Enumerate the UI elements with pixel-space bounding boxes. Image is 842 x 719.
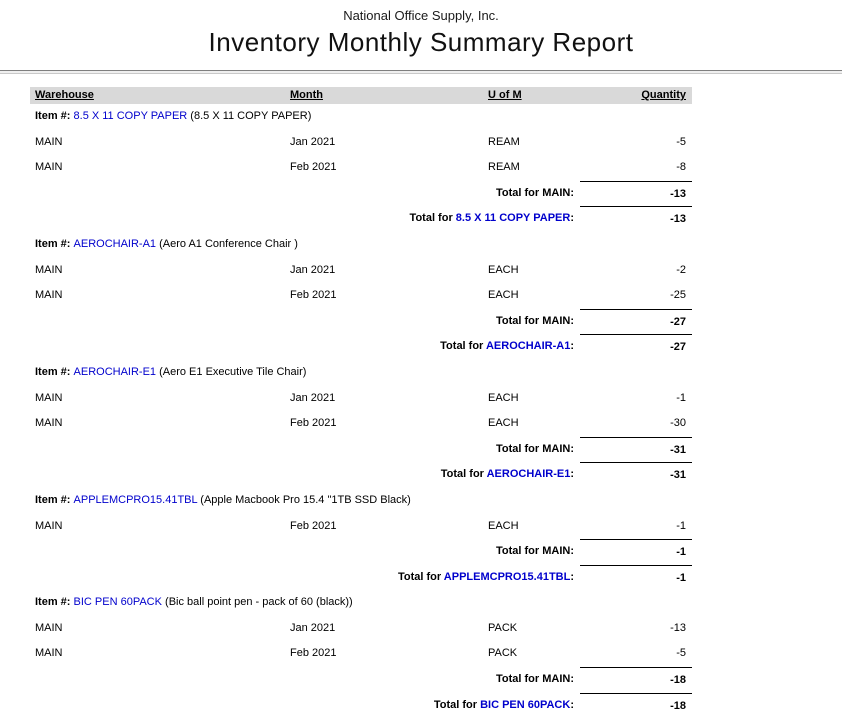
cell-warehouse: MAIN: [35, 621, 63, 634]
warehouse-total-label: Total for MAIN:: [495, 186, 574, 199]
warehouse-total-quantity: -31: [580, 437, 692, 464]
item-number-label: Item #:: [35, 596, 74, 609]
item-code-link[interactable]: AEROCHAIR-E1: [73, 365, 157, 378]
cell-month: Jan 2021: [290, 263, 336, 276]
cell-warehouse: MAIN: [35, 135, 63, 148]
col-header-uom: U of M: [488, 89, 522, 101]
cell-quantity: -1: [676, 519, 686, 532]
item-total-row: [30, 565, 692, 591]
cell-month: Feb 2021: [290, 417, 337, 430]
item-total-code-link[interactable]: APPLEMCPRO15.41TBL: [443, 570, 571, 583]
cell-uom: REAM: [488, 135, 520, 148]
table-row: [30, 130, 692, 156]
item-total-colon: :: [570, 340, 574, 353]
warehouse-total-label: Total for MAIN:: [495, 673, 574, 686]
warehouse-total-quantity: -18: [580, 667, 692, 694]
warehouse-total-quantity: -27: [580, 309, 692, 336]
item-total-quantity: -18: [580, 693, 692, 719]
cell-uom: EACH: [488, 519, 519, 532]
warehouse-total-row: [30, 539, 692, 565]
cell-quantity: -25: [670, 289, 686, 302]
cell-month: Feb 2021: [290, 519, 337, 532]
item-total-quantity: -1: [580, 565, 692, 592]
item-total-prefix: Total for: [409, 212, 456, 225]
item-description: (Bic ball point pen - pack of 60 (black)): [161, 596, 353, 609]
item-description: (8.5 X 11 COPY PAPER): [187, 110, 312, 122]
table-header-row: [30, 87, 692, 104]
cell-warehouse: MAIN: [35, 289, 63, 302]
cell-uom: PACK: [488, 621, 518, 634]
cell-warehouse: MAIN: [35, 647, 63, 660]
cell-month: Feb 2021: [290, 289, 337, 302]
item-total-colon: :: [570, 570, 574, 583]
cell-uom: PACK: [488, 647, 518, 660]
item-description: (Aero E1 Executive Tile Chair): [156, 365, 307, 378]
col-header-month: Month: [290, 89, 323, 101]
report-table: [30, 87, 692, 718]
table-row: [30, 616, 692, 642]
cell-uom: REAM: [488, 161, 520, 174]
item-group: [30, 590, 692, 718]
item-total-code-link[interactable]: BIC PEN 60PACK: [480, 698, 571, 711]
cell-uom: EACH: [488, 391, 519, 404]
item-header-cell: [30, 360, 692, 386]
table-row: [30, 411, 692, 437]
item-code-link[interactable]: 8.5 X 11 COPY PAPER: [73, 110, 188, 122]
cell-warehouse: MAIN: [35, 519, 63, 532]
col-header-quantity: Quantity: [641, 89, 686, 101]
item-number-label: Item #:: [35, 493, 74, 506]
item-header-cell: [30, 104, 692, 130]
item-number-label: Item #:: [35, 110, 74, 122]
item-total-label: [30, 693, 580, 719]
item-total-prefix: Total for: [397, 570, 444, 583]
cell-month: Feb 2021: [290, 647, 337, 660]
report-body: [30, 104, 692, 718]
cell-uom: EACH: [488, 289, 519, 302]
item-header-row: [30, 232, 692, 258]
cell-month: Jan 2021: [290, 621, 336, 634]
item-total-prefix: Total for: [440, 468, 487, 481]
report-title: Inventory Monthly Summary Report: [208, 27, 634, 57]
item-code-link[interactable]: BIC PEN 60PACK: [73, 596, 162, 609]
col-header-warehouse: Warehouse: [35, 89, 94, 101]
item-group: [30, 232, 692, 360]
item-total-row: [30, 462, 692, 488]
item-header-cell: [30, 590, 692, 616]
item-total-code-link[interactable]: 8.5 X 11 COPY PAPER: [455, 212, 571, 225]
item-total-quantity: -27: [580, 334, 692, 361]
table-row: [30, 641, 692, 667]
item-total-row: [30, 693, 692, 719]
cell-quantity: -2: [676, 263, 686, 276]
cell-quantity: -13: [670, 621, 686, 634]
item-total-colon: :: [570, 468, 574, 481]
cell-warehouse: MAIN: [35, 161, 63, 174]
table-row: [30, 155, 692, 181]
warehouse-total-label: Total for MAIN:: [495, 545, 574, 558]
cell-quantity: -5: [676, 647, 686, 660]
item-total-prefix: Total for: [433, 698, 481, 711]
item-total-quantity: -13: [580, 206, 692, 233]
item-total-row: [30, 206, 692, 232]
warehouse-total-row: [30, 437, 692, 463]
cell-month: Jan 2021: [290, 135, 336, 148]
item-total-label: [30, 565, 580, 592]
item-total-row: [30, 334, 692, 360]
warehouse-total-row: [30, 667, 692, 693]
item-header-cell: [30, 488, 692, 514]
item-total-code-link[interactable]: AEROCHAIR-E1: [486, 468, 571, 481]
cell-warehouse: MAIN: [35, 417, 63, 430]
item-group: [30, 488, 692, 590]
cell-month: Feb 2021: [290, 161, 337, 174]
table-row: [30, 258, 692, 284]
item-description: (Aero A1 Conference Chair ): [156, 237, 298, 250]
cell-month: Jan 2021: [290, 391, 336, 404]
warehouse-total-label: Total for MAIN:: [495, 442, 574, 455]
cell-warehouse: MAIN: [35, 263, 63, 276]
item-code-link[interactable]: AEROCHAIR-A1: [73, 237, 157, 250]
warehouse-total-row: [30, 181, 692, 207]
item-total-label: [30, 462, 580, 489]
title-divider: [0, 70, 842, 74]
table-row: [30, 386, 692, 412]
item-header-row: [30, 590, 692, 616]
item-header-row: [30, 104, 692, 130]
cell-quantity: -30: [670, 417, 686, 430]
cell-uom: EACH: [488, 417, 519, 430]
item-description: (Apple Macbook Pro 15.4 "1TB SSD Black): [197, 493, 411, 506]
cell-quantity: -5: [676, 135, 686, 148]
item-total-code-link[interactable]: AEROCHAIR-A1: [485, 340, 571, 353]
item-total-colon: :: [570, 212, 574, 225]
item-total-colon: :: [570, 698, 574, 711]
warehouse-total-row: [30, 309, 692, 335]
warehouse-total-quantity: -13: [580, 181, 692, 208]
item-total-quantity: -31: [580, 462, 692, 489]
cell-uom: EACH: [488, 263, 519, 276]
item-group: [30, 104, 692, 232]
company-name: National Office Supply, Inc.: [343, 8, 499, 23]
cell-quantity: -1: [676, 391, 686, 404]
cell-warehouse: MAIN: [35, 391, 63, 404]
table-row: [30, 283, 692, 309]
item-total-prefix: Total for: [440, 340, 486, 353]
item-total-label: [30, 334, 580, 361]
table-row: [30, 514, 692, 540]
item-group: [30, 360, 692, 488]
item-header-cell: [30, 232, 692, 258]
item-number-label: Item #:: [35, 365, 74, 378]
item-header-row: [30, 488, 692, 514]
cell-quantity: -8: [676, 161, 686, 174]
item-number-label: Item #:: [35, 237, 74, 250]
item-header-row: [30, 360, 692, 386]
warehouse-total-label: Total for MAIN:: [495, 314, 574, 327]
warehouse-total-quantity: -1: [580, 539, 692, 566]
item-total-label: [30, 206, 580, 233]
item-code-link[interactable]: APPLEMCPRO15.41TBL: [73, 493, 198, 506]
